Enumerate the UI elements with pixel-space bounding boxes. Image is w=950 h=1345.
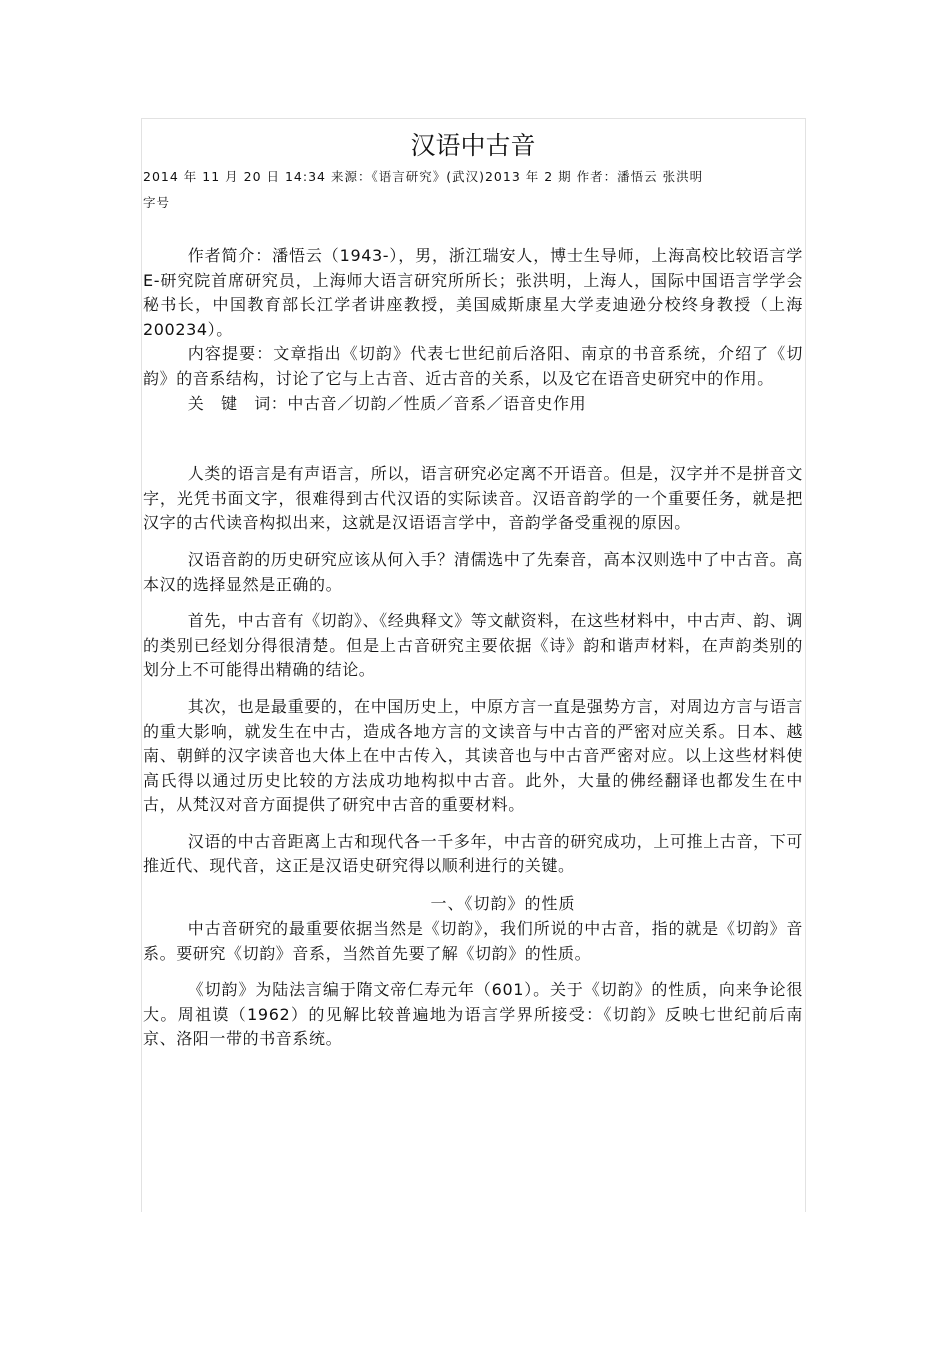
article-title: 汉语中古音 (410, 131, 536, 160)
section1-paragraph-2: 《切韵》为陆法言编于隋文帝仁寿元年（601）。关于《切韵》的性质，向来争论很大。周祖谟（1962）的见解比较普遍地为语言学界所接受：《切韵》反映七世纪前后南京、洛阳一带的书音系统。 (143, 980, 803, 1049)
keywords: 关 键 词：中古音／切韵／性质／音系／语音史作用 (187, 393, 587, 413)
section-heading-1: 一、《切韵》的性质 (430, 894, 576, 914)
body-paragraph-2: 汉语音韵的历史研究应该从何入手？清儒选中了先秦音，高本汉则选中了中古音。高本汉的选择显然是正确的。 (143, 549, 803, 594)
body-paragraph-1: 人类的语言是有声语言，所以，语言研究必定离不开语音。但是，汉字并不是拼音文字，光凭书面文字，很难得到古代汉语的实际读音。汉语音韵学的一个重要任务，就是把汉字的古代读音构拟出来，这就是汉语语言学中，音韵学备受重视的原因。 (143, 464, 803, 533)
section1-paragraph-1: 中古音研究的最重要依据当然是《切韵》，我们所说的中古音，指的就是《切韵》音系。要研究《切韵》音系，当然首先要了解《切韵》的性质。 (143, 919, 803, 963)
article-meta: 2014 年 11 月 20 日 14:34 来源：《语言研究》(武汉)2013 年 2 期 作者：潘悟云 张洪明 (143, 169, 704, 184)
abstract: 内容提要：文章指出《切韵》代表七世纪前后洛阳、南京的书音系统，介绍了《切韵》的音系结构，讨论了它与上古音、近古音的关系，以及它在语音史研究中的作用。 (143, 344, 803, 388)
font-size-link[interactable]: 字号 (143, 195, 171, 210)
body-paragraph-5: 汉语的中古音距离上古和现代各一千多年，中古音的研究成功，上可推上古音，下可推近代、现代音，这正是汉语史研究得以顺利进行的关键。 (143, 831, 803, 876)
body-paragraph-4: 其次，也是最重要的，在中国历史上，中原方言一直是强势方言，对周边方言与语言的重大影响，就发生在中古，造成各地方言的文读音与中古音的严密对应关系。日本、越南、朝鲜的汉字读音也大体上在中古传入，其读音也与中古音严密对应。以上这些材料使高氏得以通过历史比较的方法成功地构拟中古音。此外，大量的佛经翻译也都发生在中古，从梵汉对音方面提供了研究中古音的重要材料。 (143, 696, 803, 815)
article (143, 128, 803, 1052)
author-intro: 作者简介：潘悟云（1943-），男，浙江瑞安人，博士生导师，上海高校比较语言学E-研究院首席研究员，上海师大语言研究所所长；张洪明，上海人，国际中国语言学学会秘书长，中国教育部长江学者讲座教授，美国威斯康星大学麦迪逊分校终身教授（上海 200234）。 (143, 246, 803, 339)
body-paragraph-3: 首先，中古音有《切韵》、《经典释文》等文献资料，在这些材料中，中古声、韵、调的类别已经划分得很清楚。但是上古音研究主要依据《诗》韵和谐声材料，在声韵类别的划分上不可能得出精确的结论。 (143, 611, 803, 680)
